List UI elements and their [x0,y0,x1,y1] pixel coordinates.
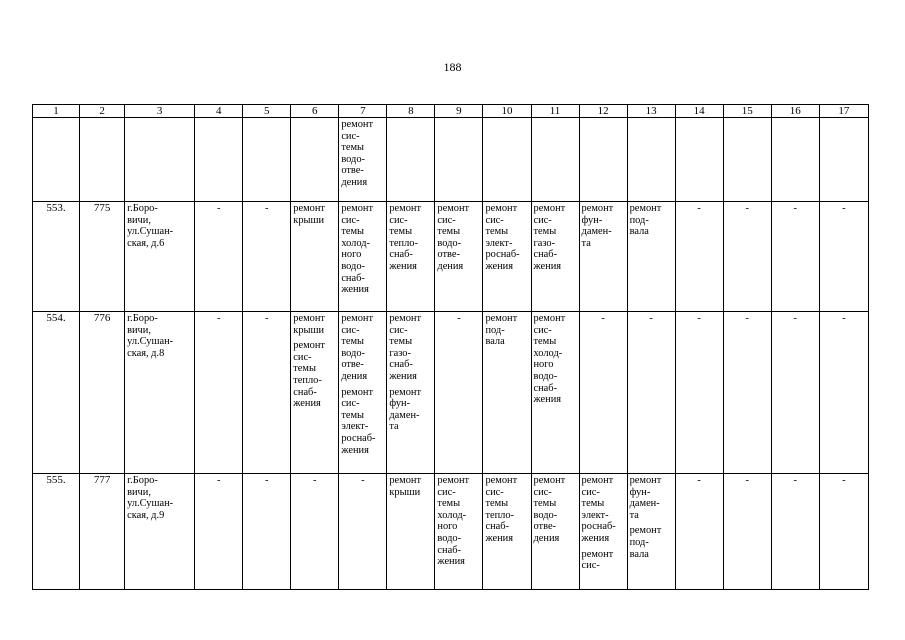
work-item: ремонт сис- темы тепло- снаб- жения [485,475,518,544]
work-cell-c10 [483,202,531,312]
work-cell-c14: - [675,312,723,474]
work-cell-c5: - [243,202,291,312]
work-item: ремонт сис- темы газо- снаб- жения [533,203,566,272]
work-item: ремонт сис- темы элект- роснаб- жения [341,386,376,456]
work-cell-c8 [387,312,435,474]
building-code: 776 [80,312,125,474]
header-cell: 16 [771,105,819,118]
row-number: 555. [33,474,80,590]
work-item: ремонт фун- дамен- та [581,203,614,249]
work-cell-c13: - [627,312,675,474]
work-cell-c9 [435,202,483,312]
header-cell: 7 [339,105,387,118]
work-cell-c4: - [195,202,243,312]
building-code: 775 [80,202,125,312]
work-cell-c12 [579,474,627,590]
header-cell: 3 [125,105,195,118]
works-table [32,104,869,590]
work-cell-c11 [531,312,579,474]
work-item: ремонт под- вала [485,313,518,348]
work-item: ремонт сис- [581,548,614,572]
work-cell-c9 [435,474,483,590]
work-item: ремонт сис- темы холод- ного водо- снаб- жения [341,203,373,296]
work-cell-c6 [291,202,339,312]
work-cell-c12 [579,202,627,312]
header-cell: 10 [483,105,531,118]
work-cell-c8 [387,474,435,590]
work-cell-c13 [627,202,675,312]
header-cell: 5 [243,105,291,118]
work-item: ремонт сис- темы водо- отве- дения [341,313,373,382]
address-cell: г.Боро- вичи, ул.Сушан- ская, д.6 [125,202,195,312]
table-row [33,312,869,474]
work-cell-c9: - [435,312,483,474]
building-code: 777 [80,474,125,590]
header-row [33,105,869,118]
row-number: 553. [33,202,80,312]
work-item: ремонт сис- темы холод- ного водо- снаб- жения [437,475,470,568]
header-cell: 14 [675,105,723,118]
work-cell-c17: - [819,202,868,312]
work-cell-c17: - [819,474,868,590]
work-cell-c10 [483,474,531,590]
work-item: ремонт сис- темы тепло- снаб- жения [293,340,325,410]
work-cell-c15: - [723,474,771,590]
work-cell-c15: - [723,202,771,312]
page-number: 188 [443,60,462,74]
header-cell: 6 [291,105,339,118]
work-cell-c11 [531,202,579,312]
continuation-cell-c7: ремонт сис- темы водо- отве- дения [339,118,387,202]
work-item: ремонт под- вала [629,203,662,238]
header-cell: 12 [579,105,627,118]
header-cell: 4 [195,105,243,118]
header-cell: 1 [33,105,80,118]
address-cell: г.Боро- вичи, ул.Сушан- ская, д.8 [125,312,195,474]
header-cell: 9 [435,105,483,118]
work-item: ремонт сис- темы холод- ного водо- снаб- жения [533,313,566,406]
work-item: ремонт сис- темы элект- роснаб- жения [581,475,616,544]
work-item: ремонт крыши [293,313,325,336]
header-cell: 8 [387,105,435,118]
header-cell: 13 [627,105,675,118]
header-cell: 17 [819,105,868,118]
work-item: ремонт сис- темы водо- отве- дения [533,475,566,544]
work-cell-c7 [339,312,387,474]
row-number: 554. [33,312,80,474]
work-cell-c12: - [579,312,627,474]
header-cell: 2 [80,105,125,118]
work-cell-c6: - [291,474,339,590]
table-row [33,474,869,590]
work-cell-c11 [531,474,579,590]
header-cell: 15 [723,105,771,118]
work-cell-c8 [387,202,435,312]
work-item: ремонт сис- темы элект- роснаб- жения [485,203,520,272]
table-row [33,202,869,312]
work-cell-c15: - [723,312,771,474]
work-cell-c5: - [243,474,291,590]
work-cell-c16: - [771,474,819,590]
work-item: ремонт сис- темы тепло- снаб- жения [389,203,422,272]
work-item: ремонт крыши [293,203,325,226]
work-item: ремонт фун- дамен- та [389,386,422,433]
address-cell: г.Боро- вичи, ул.Сушан- ская, д.9 [125,474,195,590]
work-cell-c17: - [819,312,868,474]
work-item: ремонт фун- дамен- та [629,475,662,521]
work-cell-c10 [483,312,531,474]
work-cell-c14: - [675,474,723,590]
work-cell-c16: - [771,312,819,474]
work-cell-c16: - [771,202,819,312]
work-cell-c13 [627,474,675,590]
work-item: ремонт сис- темы газо- снаб- жения [389,313,422,382]
continuation-row [33,118,869,202]
header-cell: 11 [531,105,579,118]
work-cell-c6 [291,312,339,474]
work-item: ремонт под- вала [629,525,662,560]
work-item: ремонт крыши [389,475,422,498]
work-item: ремонт сис- темы водо- отве- дения [437,203,470,272]
work-cell-c7: - [339,474,387,590]
work-cell-c14: - [675,202,723,312]
work-cell-c7 [339,202,387,312]
work-cell-c5: - [243,312,291,474]
work-cell-c4: - [195,474,243,590]
work-cell-c4: - [195,312,243,474]
